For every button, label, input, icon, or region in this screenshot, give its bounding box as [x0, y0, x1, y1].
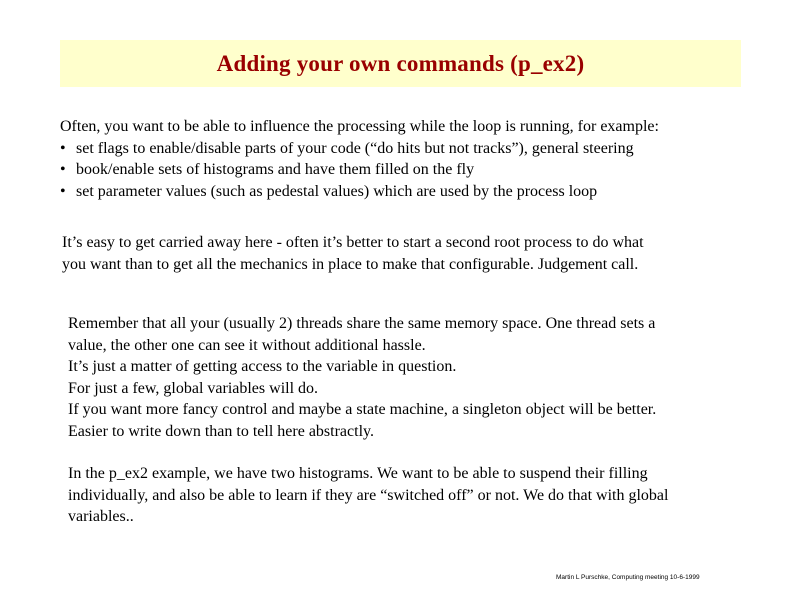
bullet-item: [60, 159, 659, 181]
bullet-item: [60, 181, 659, 203]
paragraph-line: you want than to get all the mechanics in place to make that configurable. Judgement call.: [62, 255, 639, 273]
paragraph-line: variables..: [68, 508, 134, 525]
slide-title: Adding your own commands (p_ex2): [216, 50, 585, 76]
paragraph-line: It’s easy to get carried away here - often it’s better to start a second root process to do what: [62, 234, 644, 251]
paragraph-caution: [62, 232, 644, 275]
footer-credit: Martin L Purschke, Computing meeting 10-6-1999: [556, 574, 700, 581]
paragraph-example: [68, 463, 668, 528]
paragraph-line: For just a few, global variables will do.: [68, 379, 319, 397]
paragraph-threads: [68, 313, 656, 442]
paragraph-line: Remember that all your (usually 2) threads share the same memory space. One thread sets a: [68, 315, 656, 332]
paragraph-line: If you want more fancy control and maybe a state machine, a singleton object will be better.: [68, 401, 657, 418]
bullet-icon: •: [60, 139, 66, 157]
intro-section: [60, 116, 659, 202]
bullet-icon: •: [60, 161, 66, 178]
bullet-text: book/enable sets of histograms and have them filled on the fly: [76, 161, 475, 178]
bullet-item: [60, 138, 659, 160]
bullet-icon: •: [60, 182, 66, 200]
intro-text: Often, you want to be able to influence the processing while the loop is running, for example:: [60, 118, 659, 135]
paragraph-line: Easier to write down than to tell here abstractly.: [68, 422, 374, 440]
paragraph-line: individually, and also be able to learn if they are “switched off” or not. We do that with global: [68, 486, 669, 504]
paragraph-line: It’s just a matter of getting access to the variable in question.: [68, 358, 457, 375]
bullet-text: set flags to enable/disable parts of your code (“do hits but not tracks”), general steering: [76, 139, 634, 157]
paragraph-line: value, the other one can see it without additional hassle.: [68, 336, 426, 354]
paragraph-line: In the p_ex2 example, we have two histograms. We want to be able to suspend their filling: [68, 465, 648, 482]
bullet-text: set parameter values (such as pedestal values) which are used by the process loop: [76, 182, 598, 200]
title-band: [60, 40, 741, 87]
